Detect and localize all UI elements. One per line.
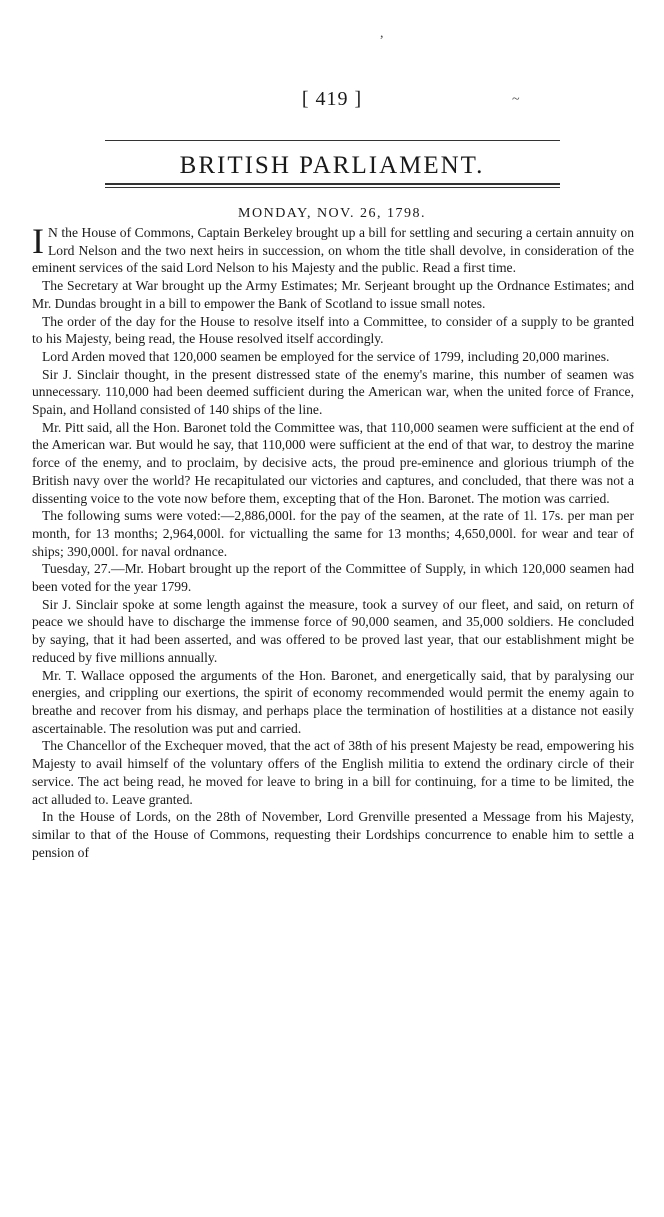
title-rule-thick: [105, 183, 560, 185]
paragraph: Mr. Pitt said, all the Hon. Baronet told the Committee was, that 110,000 seamen were sufficient at the end of the American war. But would he say, that 110,000 were sufficient at the end of that war, to destroy the marine force of the enemy, and to proclaim, by decisive acts, the proud pre-eminence and glorious triumph of the British navy over the world? He recapitulated our victories and captures, and concluded, that there was not a dissenting voice to the vote now before them, excepting that of the Hon. Baronet. The motion was carried.: [32, 419, 634, 506]
paragraph: [32, 221, 634, 277]
paragraph: Sir J. Sinclair spoke at some length against the measure, took a survey of our fleet, and said, on return of peace we should have to discharge the immense force of 90,000 seamen, and 35,000 soldiers. He concluded by saying, that it had been asserted, and was offered to be proved last year, that our establishment might be reduced by five millions annually.: [32, 596, 634, 665]
paragraph: Lord Arden moved that 120,000 seamen be employed for the service of 1799, including 20,000 marines.: [42, 348, 610, 364]
page-title: BRITISH PARLIAMENT.: [179, 152, 485, 179]
paragraph: The following sums were voted:—2,886,000l. for the pay of the seamen, at the rate of 1l. 17s. per man per month, for 13 months; 2,964,000l. for victualling the same for 13 months; 4,650,000l. for wear and tear of ships; 390,000l. for naval ordnance.: [32, 508, 634, 559]
page-number: [ 419 ]: [301, 88, 363, 110]
drop-cap: I: [32, 221, 44, 261]
paragraph: The Chancellor of the Exchequer moved, that the act of 38th of his present Majesty be read, empowering his Majesty to avail himself of the voluntary offers of the English militia to extend the ordinary circle of their service. The act being read, he moved for leave to bring in a bill for continuing, for a time to be limited, the act alluded to. Leave granted.: [32, 738, 634, 807]
top-rule: [105, 140, 560, 141]
paragraph: In the House of Lords, on the 28th of November, Lord Grenville presented a Message from his Majesty, similar to that of the House of Commons, requesting their Lordships concurrence to enable him to settle a pension of: [32, 809, 634, 860]
session-date: MONDAY, NOV. 26, 1798.: [238, 206, 426, 221]
paragraph: Tuesday, 27.—Mr. Hobart brought up the report of the Committee of Supply, in which 120,000 seamen had been voted for the year 1799.: [32, 561, 634, 595]
paragraph: The Secretary at War brought up the Army Estimates; Mr. Serjeant brought up the Ordnance Estimates; and Mr. Dundas brought in a bill to empower the Bank of Scotland to issue small notes.: [32, 278, 634, 311]
paragraph-text: N the House of Commons, Captain Berkeley brought up a bill for settling and securing a certain annuity on Lord Nelson and the two next heirs in succession, on whom the title shall devolve, in consideration of the eminent services of the said Lord Nelson to his Majesty and the public. Read a first time.: [32, 225, 634, 276]
paragraph: Sir J. Sinclair thought, in the present distressed state of the enemy's marine, this number of seamen was unnecessary. 110,000 had been deemed sufficient during the American war, when the united force of France, Spain, and Holland consisted of 140 ships of the line.: [32, 366, 634, 418]
title-rule-thin: [105, 187, 560, 188]
paragraph: Mr. T. Wallace opposed the arguments of the Hon. Baronet, and energetically said, that by paralysing our energies, and crippling our exertions, the spirit of economy recommended would permit the enemy again to breathe and recover from his dismay, and perhaps place the termination of hostilities at a distance not easily ascertainable. The resolution was put and carried.: [32, 667, 634, 736]
paragraph: The order of the day for the House to resolve itself into a Committee, to consider of a supply to be granted to his Majesty, being read, the House resolved itself accordingly.: [32, 313, 634, 347]
stray-mark: ~: [512, 92, 520, 107]
stray-mark: ,: [380, 26, 384, 41]
article-body: [32, 221, 634, 861]
